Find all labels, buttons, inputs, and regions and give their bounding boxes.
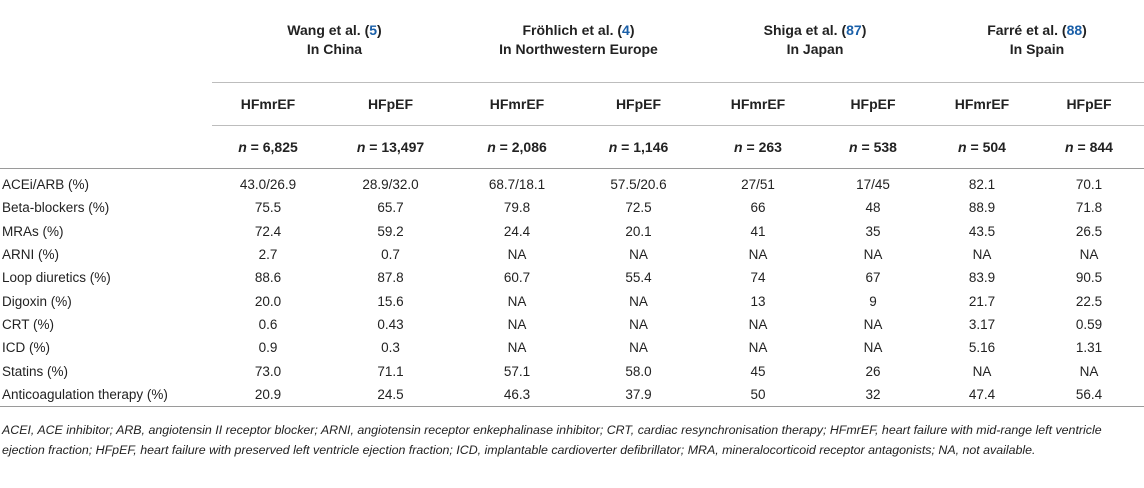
table-cell: 26.5 [1075, 223, 1103, 239]
group-header: HFpEF [577, 83, 700, 126]
table-cell: 26 [865, 363, 881, 379]
row-label: Anticoagulation therapy (%) [0, 383, 212, 407]
row-label: Digoxin (%) [2, 293, 72, 309]
row-label: Statins (%) [2, 363, 69, 379]
study-header-wang [212, 0, 457, 83]
sample-size [457, 126, 577, 169]
n-symbol: n [238, 139, 247, 155]
table-cell: 21.7 [968, 293, 996, 309]
table-cell: 48 [865, 200, 881, 216]
study-header-frohlich [457, 0, 700, 83]
table-cell: 45 [750, 363, 766, 379]
n-value: = 13,497 [369, 139, 425, 155]
n-symbol: n [356, 139, 366, 155]
n-value: = 538 [861, 139, 897, 155]
table-cell: 37.9 [577, 383, 700, 407]
table-cell: 3.17 [968, 316, 996, 332]
table-row [0, 336, 1144, 359]
table-cell: 0.59 [1075, 316, 1103, 332]
table-cell: NA [629, 247, 648, 263]
table-cell: 24.4 [503, 223, 531, 239]
table-cell: NA [863, 316, 883, 332]
table-cell: NA [629, 293, 648, 309]
table-cell: NA [748, 340, 768, 356]
table-cell: 13 [750, 293, 766, 309]
table-cell: 70.1 [1075, 177, 1103, 193]
table-cell: NA [507, 316, 527, 332]
table-cell: 60.7 [503, 270, 531, 286]
table-cell: 57.5/20.6 [610, 177, 667, 193]
table-cell: 59.2 [377, 223, 404, 239]
table-cell: 28.9/32.0 [362, 177, 419, 193]
table-cell: 50 [700, 383, 816, 407]
study-reference-link[interactable]: 88 [1066, 22, 1083, 38]
table-cell: 2.7 [258, 247, 278, 263]
table-cell: 43.5 [968, 223, 996, 239]
table-cell: 72.5 [625, 200, 652, 216]
table-cell: NA [972, 247, 992, 263]
table-cell: NA [507, 293, 527, 309]
table-cell: 0.9 [258, 340, 278, 356]
table-cell: NA [507, 340, 527, 356]
table-cell: NA [629, 340, 648, 356]
table-cell: NA [972, 363, 992, 379]
table-cell: 15.6 [377, 293, 404, 309]
table-cell: 68.7/18.1 [488, 177, 546, 193]
study-author: Fröhlich et al. ( [522, 22, 623, 38]
table-cell: 75.5 [254, 200, 282, 216]
study-reference-link[interactable]: 4 [622, 22, 630, 38]
table-cell: 41 [750, 223, 766, 239]
table-cell: 73.0 [254, 363, 282, 379]
table-row [0, 266, 1144, 289]
row-label: Beta-blockers (%) [2, 200, 110, 216]
study-header-farre [930, 0, 1144, 83]
row-label: MRAs (%) [2, 223, 64, 239]
sample-size [700, 126, 816, 169]
study-author: Wang et al. ( [287, 22, 370, 38]
table-cell: 20.1 [625, 223, 652, 239]
table-cell: 22.5 [1075, 293, 1103, 309]
sample-size [1034, 126, 1144, 169]
table-cell: NA [863, 340, 883, 356]
table-row [0, 220, 1144, 243]
row-label: Loop diuretics (%) [2, 270, 111, 286]
sample-size [577, 126, 700, 169]
table-cell: 0.7 [381, 247, 400, 263]
group-header: HFmrEF [212, 83, 324, 126]
group-header: HFpEF [1034, 83, 1144, 126]
table-cell: NA [748, 316, 768, 332]
study-reference-link[interactable]: 87 [846, 22, 862, 38]
table-cell: 71.1 [377, 363, 404, 379]
table-cell: 87.8 [377, 270, 404, 286]
table-row [0, 359, 1144, 382]
study-header-shiga [700, 0, 930, 83]
empty-cell [0, 83, 212, 126]
sample-size [212, 126, 324, 169]
study-region: In China [306, 41, 363, 57]
table-cell: 0.6 [258, 316, 278, 332]
table-cell: NA [1079, 363, 1099, 379]
table-row [0, 173, 1144, 196]
n-symbol: n [849, 139, 858, 155]
group-header: HFmrEF [700, 83, 816, 126]
study-author-close: ) [377, 22, 382, 38]
table-cell: 90.5 [1075, 270, 1103, 286]
table-cell: 47.4 [930, 383, 1034, 407]
n-symbol: n [608, 139, 618, 155]
table-cell: 57.1 [503, 363, 531, 379]
sample-size [930, 126, 1034, 169]
group-header: HFpEF [816, 83, 930, 126]
n-value: = 1,146 [621, 139, 669, 155]
study-author-close: ) [1082, 22, 1087, 38]
study-region: In Northwestern Europe [499, 41, 658, 57]
table-row [0, 313, 1144, 336]
study-author: Farré et al. ( [987, 22, 1067, 38]
study-author-close: ) [861, 22, 867, 38]
table-cell: 20.0 [254, 293, 282, 309]
sample-size [816, 126, 930, 169]
group-header: HFmrEF [457, 83, 577, 126]
n-value: = 2,086 [499, 139, 547, 155]
table-cell: NA [1079, 247, 1099, 263]
study-author: Shiga et al. ( [763, 22, 847, 38]
table-cell: 66 [750, 200, 766, 216]
table-cell: NA [629, 316, 648, 332]
table-row [0, 196, 1144, 219]
study-region: In Spain [1009, 41, 1065, 57]
table-cell: 88.9 [968, 200, 996, 216]
table-cell: 55.4 [625, 270, 652, 286]
study-author-close: ) [629, 22, 635, 38]
n-value: = 6,825 [250, 139, 298, 155]
table-cell: 74 [750, 270, 766, 286]
row-label: ICD (%) [2, 340, 50, 356]
table-cell: 0.3 [381, 340, 400, 356]
group-header: HFpEF [324, 83, 457, 126]
table-cell: 27/51 [741, 177, 775, 193]
sample-size [324, 126, 457, 169]
table-row [0, 289, 1144, 312]
n-value: = 844 [1077, 139, 1113, 155]
n-symbol: n [958, 139, 967, 155]
study-region: In Japan [786, 41, 844, 57]
table-cell: 67 [865, 270, 881, 286]
table-cell: NA [507, 247, 527, 263]
n-symbol: n [1065, 139, 1074, 155]
table-cell: 20.9 [212, 383, 324, 407]
table-cell: 83.9 [968, 270, 996, 286]
table-footnote: ACEI, ACE inhibitor; ARB, angiotensin II receptor blocker; ARNI, angiotensin receptor enkephalinase inhibitor; CRT, cardiac resynchronisation therapy; HFmrEF, heart failure with mid-range left ventricle ejection fraction; HFpEF, heart failure with preserved left ventricle ejection fraction; ICD, implantable cardioverter defibrillator; MRA, mineralocorticoid receptor antagonists; NA, not available. [2, 423, 1102, 457]
row-label: ARNI (%) [2, 247, 59, 263]
table-cell: 88.6 [254, 270, 282, 286]
table-cell: NA [863, 247, 883, 263]
n-symbol: n [487, 139, 496, 155]
table-row [0, 243, 1144, 266]
empty-cell [0, 126, 212, 169]
table-cell: 1.31 [1075, 340, 1103, 356]
table-cell: 9 [869, 293, 877, 309]
n-value: = 504 [970, 139, 1006, 155]
table-cell: 32 [816, 383, 930, 407]
table-cell: 24.5 [324, 383, 457, 407]
table-row [0, 383, 1144, 407]
row-label: CRT (%) [2, 316, 55, 332]
table-cell: 46.3 [457, 383, 577, 407]
n-value: = 263 [746, 139, 782, 155]
table-cell: 56.4 [1034, 383, 1144, 407]
n-symbol: n [734, 139, 743, 155]
table-cell: 43.0/26.9 [239, 177, 297, 193]
table-cell: 65.7 [377, 200, 404, 216]
study-reference-link[interactable]: 5 [369, 22, 378, 38]
group-header: HFmrEF [930, 83, 1034, 126]
table-body [0, 169, 1144, 407]
row-label: ACEi/ARB (%) [2, 177, 90, 193]
table-cell: 72.4 [254, 223, 282, 239]
empty-corner-cell [0, 0, 212, 83]
table-cell: 58.0 [625, 363, 652, 379]
table-cell: 71.8 [1075, 200, 1103, 216]
table-cell: 79.8 [503, 200, 531, 216]
table-cell: 5.16 [968, 340, 996, 356]
table-cell: 17/45 [856, 177, 890, 193]
table-cell: 0.43 [377, 316, 404, 332]
table-cell: 35 [865, 223, 881, 239]
table-cell: NA [748, 247, 768, 263]
table-cell: 82.1 [968, 177, 996, 193]
